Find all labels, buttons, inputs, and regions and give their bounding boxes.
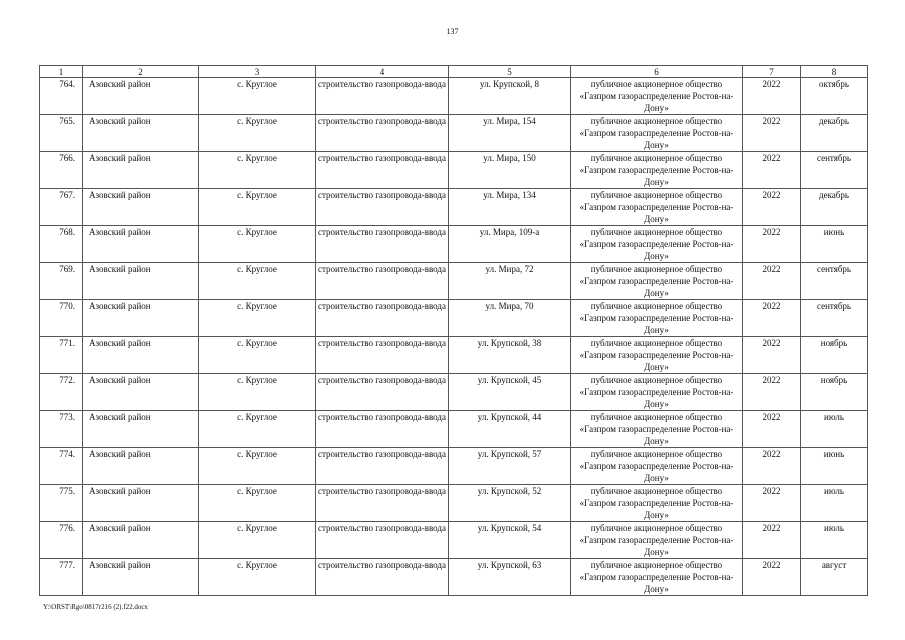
column-header-3: 3 <box>199 66 316 78</box>
schedule-table-container <box>39 65 867 596</box>
cell-locality: с. Круглое <box>199 78 316 115</box>
cell-address: ул. Мира, 70 <box>449 300 571 337</box>
table-row <box>40 152 868 189</box>
cell-executor: публичное акционерное общество «Газпром газораспределение Ростов-на-Дону» <box>571 226 743 263</box>
cell-locality: с. Круглое <box>199 374 316 411</box>
table-row <box>40 411 868 448</box>
cell-work-type: строительство газопровода-ввода <box>316 337 449 374</box>
cell-address: ул. Крупской, 63 <box>449 559 571 596</box>
cell-district: Азовский район <box>83 263 199 300</box>
cell-year: 2022 <box>743 374 801 411</box>
cell-locality: с. Круглое <box>199 411 316 448</box>
cell-row-number: 768. <box>40 226 83 263</box>
table-row <box>40 374 868 411</box>
table-header-row <box>40 66 868 78</box>
table-row <box>40 448 868 485</box>
cell-row-number: 773. <box>40 411 83 448</box>
cell-executor: публичное акционерное общество «Газпром газораспределение Ростов-на-Дону» <box>571 559 743 596</box>
cell-row-number: 770. <box>40 300 83 337</box>
table-row <box>40 522 868 559</box>
cell-work-type: строительство газопровода-ввода <box>316 448 449 485</box>
cell-district: Азовский район <box>83 411 199 448</box>
cell-year: 2022 <box>743 78 801 115</box>
cell-address: ул. Крупской, 54 <box>449 522 571 559</box>
cell-executor: публичное акционерное общество «Газпром газораспределение Ростов-на-Дону» <box>571 337 743 374</box>
cell-executor: публичное акционерное общество «Газпром газораспределение Ростов-на-Дону» <box>571 115 743 152</box>
column-header-5: 5 <box>449 66 571 78</box>
column-header-4: 4 <box>316 66 449 78</box>
table-row <box>40 559 868 596</box>
table-row <box>40 337 868 374</box>
table-body <box>40 78 868 596</box>
cell-year: 2022 <box>743 226 801 263</box>
cell-month: июль <box>801 485 868 522</box>
cell-executor: публичное акционерное общество «Газпром газораспределение Ростов-на-Дону» <box>571 374 743 411</box>
cell-month: ноябрь <box>801 337 868 374</box>
cell-executor: публичное акционерное общество «Газпром газораспределение Ростов-на-Дону» <box>571 300 743 337</box>
cell-address: ул. Мира, 72 <box>449 263 571 300</box>
cell-year: 2022 <box>743 152 801 189</box>
cell-year: 2022 <box>743 115 801 152</box>
cell-locality: с. Круглое <box>199 152 316 189</box>
cell-work-type: строительство газопровода-ввода <box>316 263 449 300</box>
cell-executor: публичное акционерное общество «Газпром газораспределение Ростов-на-Дону» <box>571 152 743 189</box>
cell-locality: с. Круглое <box>199 226 316 263</box>
cell-address: ул. Крупской, 44 <box>449 411 571 448</box>
cell-address: ул. Крупской, 57 <box>449 448 571 485</box>
cell-work-type: строительство газопровода-ввода <box>316 115 449 152</box>
column-header-1: 1 <box>40 66 83 78</box>
cell-locality: с. Круглое <box>199 189 316 226</box>
cell-district: Азовский район <box>83 300 199 337</box>
column-header-6: 6 <box>571 66 743 78</box>
cell-month: декабрь <box>801 115 868 152</box>
table-row <box>40 300 868 337</box>
cell-row-number: 767. <box>40 189 83 226</box>
cell-district: Азовский район <box>83 226 199 263</box>
cell-locality: с. Круглое <box>199 263 316 300</box>
cell-district: Азовский район <box>83 522 199 559</box>
cell-work-type: строительство газопровода-ввода <box>316 559 449 596</box>
cell-month: июль <box>801 411 868 448</box>
cell-row-number: 776. <box>40 522 83 559</box>
column-header-2: 2 <box>83 66 199 78</box>
cell-work-type: строительство газопровода-ввода <box>316 300 449 337</box>
document-file-path: Y:\ORST\Rgo\0817r216 (2).f22.docx <box>43 603 148 611</box>
cell-district: Азовский район <box>83 559 199 596</box>
cell-year: 2022 <box>743 411 801 448</box>
cell-month: июнь <box>801 448 868 485</box>
cell-row-number: 777. <box>40 559 83 596</box>
cell-work-type: строительство газопровода-ввода <box>316 411 449 448</box>
cell-year: 2022 <box>743 189 801 226</box>
cell-row-number: 775. <box>40 485 83 522</box>
cell-row-number: 766. <box>40 152 83 189</box>
cell-executor: публичное акционерное общество «Газпром газораспределение Ростов-на-Дону» <box>571 485 743 522</box>
cell-address: ул. Мира, 154 <box>449 115 571 152</box>
cell-row-number: 764. <box>40 78 83 115</box>
cell-district: Азовский район <box>83 374 199 411</box>
cell-district: Азовский район <box>83 337 199 374</box>
cell-district: Азовский район <box>83 115 199 152</box>
cell-locality: с. Круглое <box>199 559 316 596</box>
cell-work-type: строительство газопровода-ввода <box>316 374 449 411</box>
cell-year: 2022 <box>743 337 801 374</box>
cell-executor: публичное акционерное общество «Газпром газораспределение Ростов-на-Дону» <box>571 522 743 559</box>
cell-address: ул. Мира, 150 <box>449 152 571 189</box>
cell-district: Азовский район <box>83 78 199 115</box>
table-row <box>40 226 868 263</box>
cell-year: 2022 <box>743 522 801 559</box>
column-header-7: 7 <box>743 66 801 78</box>
cell-row-number: 765. <box>40 115 83 152</box>
cell-locality: с. Круглое <box>199 115 316 152</box>
cell-executor: публичное акционерное общество «Газпром газораспределение Ростов-на-Дону» <box>571 189 743 226</box>
cell-row-number: 774. <box>40 448 83 485</box>
table-row <box>40 115 868 152</box>
cell-executor: публичное акционерное общество «Газпром газораспределение Ростов-на-Дону» <box>571 411 743 448</box>
cell-year: 2022 <box>743 485 801 522</box>
cell-address: ул. Крупской, 38 <box>449 337 571 374</box>
table-row <box>40 78 868 115</box>
cell-month: август <box>801 559 868 596</box>
cell-month: сентябрь <box>801 152 868 189</box>
cell-locality: с. Круглое <box>199 448 316 485</box>
table-row <box>40 485 868 522</box>
cell-district: Азовский район <box>83 448 199 485</box>
cell-locality: с. Круглое <box>199 522 316 559</box>
cell-locality: с. Круглое <box>199 337 316 374</box>
cell-work-type: строительство газопровода-ввода <box>316 189 449 226</box>
cell-work-type: строительство газопровода-ввода <box>316 226 449 263</box>
cell-address: ул. Мира, 134 <box>449 189 571 226</box>
cell-row-number: 769. <box>40 263 83 300</box>
cell-work-type: строительство газопровода-ввода <box>316 78 449 115</box>
cell-row-number: 772. <box>40 374 83 411</box>
cell-executor: публичное акционерное общество «Газпром газораспределение Ростов-на-Дону» <box>571 78 743 115</box>
cell-year: 2022 <box>743 448 801 485</box>
cell-month: октябрь <box>801 78 868 115</box>
cell-address: ул. Крупской, 8 <box>449 78 571 115</box>
table-row <box>40 189 868 226</box>
cell-district: Азовский район <box>83 189 199 226</box>
cell-district: Азовский район <box>83 485 199 522</box>
cell-district: Азовский район <box>83 152 199 189</box>
schedule-table <box>39 65 868 596</box>
cell-month: декабрь <box>801 189 868 226</box>
cell-executor: публичное акционерное общество «Газпром газораспределение Ростов-на-Дону» <box>571 263 743 300</box>
page-number: 137 <box>446 27 459 36</box>
cell-year: 2022 <box>743 263 801 300</box>
cell-year: 2022 <box>743 559 801 596</box>
cell-work-type: строительство газопровода-ввода <box>316 522 449 559</box>
table-row <box>40 263 868 300</box>
cell-work-type: строительство газопровода-ввода <box>316 152 449 189</box>
cell-month: июль <box>801 522 868 559</box>
cell-address: ул. Крупской, 52 <box>449 485 571 522</box>
cell-month: сентябрь <box>801 263 868 300</box>
column-header-8: 8 <box>801 66 868 78</box>
cell-address: ул. Крупской, 45 <box>449 374 571 411</box>
cell-work-type: строительство газопровода-ввода <box>316 485 449 522</box>
cell-month: ноябрь <box>801 374 868 411</box>
cell-locality: с. Круглое <box>199 485 316 522</box>
cell-address: ул. Мира, 109-а <box>449 226 571 263</box>
cell-month: сентябрь <box>801 300 868 337</box>
cell-year: 2022 <box>743 300 801 337</box>
cell-row-number: 771. <box>40 337 83 374</box>
cell-executor: публичное акционерное общество «Газпром газораспределение Ростов-на-Дону» <box>571 448 743 485</box>
cell-month: июнь <box>801 226 868 263</box>
cell-locality: с. Круглое <box>199 300 316 337</box>
